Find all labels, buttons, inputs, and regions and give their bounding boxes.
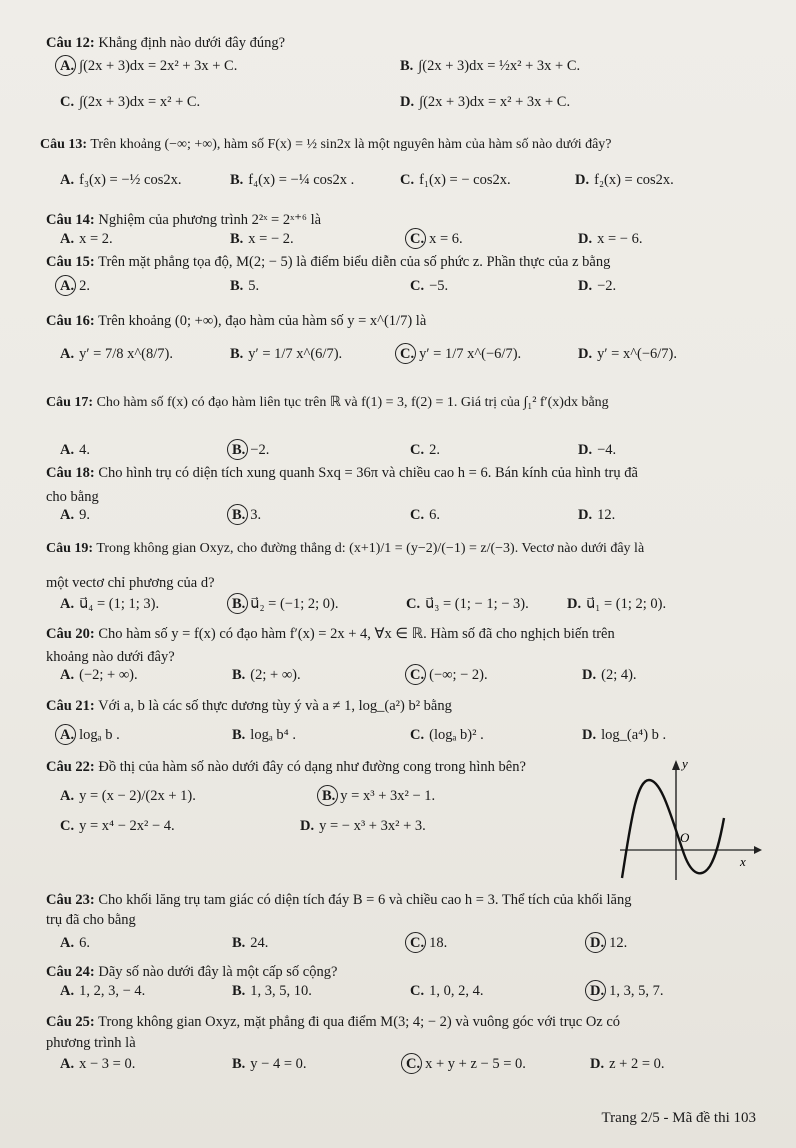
question-25-options: A. x − 3 = 0. B. y − 4 = 0. C. x + y + z − 5 = 0. D. z + 2 = 0. <box>60 1056 665 1072</box>
question-24: Câu 24: Dãy số nào dưới đây là một cấp số cộng? <box>46 964 338 980</box>
question-20-cont: khoảng nào dưới đây? <box>46 649 175 665</box>
question-12-options-row2: C. ∫(2x + 3)dx = x² + C. D. ∫(2x + 3)dx = x² + 3x + C. <box>60 94 571 110</box>
question-22-graph <box>616 758 766 886</box>
question-24-options: A. 1, 2, 3, − 4. B. 1, 3, 5, 10. C. 1, 0, 2, 4. D. 1, 3, 5, 7. <box>60 983 664 999</box>
question-12: Câu 12: Khẳng định nào dưới đây đúng? <box>46 35 286 51</box>
question-22-options-row1: A. y = (x − 2)/(2x + 1). B. y = x³ + 3x² − 1. <box>60 788 436 804</box>
question-19: Câu 19: Trong không gian Oxyz, cho đường thẳng d: (x+1)/1 = (y−2)/(−1) = z/(−3). Vectơ nào dưới đây là <box>46 541 645 556</box>
question-16-options: A. y′ = 7/8 x^(8/7). B. y′ = 1/7 x^(6/7). C. y′ = 1/7 x^(−6/7). D. y′ = x^(−6/7). <box>60 346 678 362</box>
question-15: Câu 15: Trên mặt phẳng tọa độ, M(2; − 5) là điểm biểu diễn của số phức z. Phần thực của z bằng <box>46 254 611 270</box>
question-17: Câu 17: Cho hàm số f(x) có đạo hàm liên tục trên ℝ và f(1) = 3, f(2) = 1. Giá trị của ∫₁² f′(x)dx bằng <box>46 395 609 410</box>
question-20: Câu 20: Cho hàm số y = f(x) có đạo hàm f′(x) = 2x + 4, ∀x ∈ ℝ. Hàm số đã cho nghịch biến trên <box>46 626 615 642</box>
question-18-cont: cho bằng <box>46 489 99 505</box>
question-20-options: A. (−2; + ∞). B. (2; + ∞). C. (−∞; − 2). D. (2; 4). <box>60 667 637 683</box>
question-18: Câu 18: Cho hình trụ có diện tích xung quanh Sxq = 36π và chiều cao h = 6. Bán kính của hình trụ đã <box>46 465 638 481</box>
function-curve <box>622 780 724 878</box>
question-12-options-row1: A. ∫(2x + 3)dx = 2x² + 3x + C. B. ∫(2x + 3)dx = ½x² + 3x + C. <box>60 58 581 74</box>
question-23-options: A. 6. B. 24. C. 18. D. 12. <box>60 935 628 951</box>
question-15-options: A. 2. B. 5. C. −5. D. −2. <box>60 278 617 294</box>
question-25-cont: phương trình là <box>46 1035 136 1051</box>
question-23-cont: trụ đã cho bằng <box>46 912 136 928</box>
question-17-options: A. 4. B. −2. C. 2. D. −4. <box>60 442 617 458</box>
question-25: Câu 25: Trong không gian Oxyz, mặt phẳng đi qua điểm M(3; 4; − 2) và vuông góc với trục Oz có <box>46 1014 621 1030</box>
option-key[interactable]: A. <box>60 58 75 74</box>
x-axis-label: x <box>740 854 746 869</box>
page-footer: Trang 2/5 - Mã đề thi 103 <box>601 1110 756 1126</box>
question-19-cont: một vectơ chỉ phương của d? <box>46 575 215 591</box>
y-axis-arrow-icon <box>672 760 680 770</box>
x-axis-arrow-icon <box>754 846 762 854</box>
origin-label: O <box>680 830 690 845</box>
question-23: Câu 23: Cho khối lăng trụ tam giác có diện tích đáy B = 6 và chiều cao h = 3. Thể tích của khối lăng <box>46 892 632 908</box>
question-19-options: A. u⃗₄ = (1; 1; 3). B. u⃗₂ = (−1; 2; 0). C. u⃗₃ = (1; − 1; − 3). D. u⃗₁ = (1; 2; 0). <box>60 596 667 612</box>
question-21-options: A. logₐ b . B. logₐ b⁴ . C. (logₐ b)² . D. log_(a⁴) b . <box>60 727 667 743</box>
question-22-options-row2: C. y = x⁴ − 2x² − 4. D. y = − x³ + 3x² + 3. <box>60 818 426 834</box>
question-14: Câu 14: Nghiệm của phương trình 2²ˣ = 2ˣ⁺⁶ là <box>46 212 322 228</box>
question-21: Câu 21: Với a, b là các số thực dương tùy ý và a ≠ 1, log_(a²) b² bằng <box>46 698 452 714</box>
y-axis-label: y <box>682 758 688 771</box>
question-14-options: A. x = 2. B. x = − 2. C. x = 6. D. x = − 6. <box>60 231 643 247</box>
question-13-options: A. f₃(x) = −½ cos2x. B. f₄(x) = −¼ cos2x . C. f₁(x) = − cos2x. D. f₂(x) = cos2x. <box>60 172 674 188</box>
question-16: Câu 16: Trên khoảng (0; +∞), đạo hàm của hàm số y = x^(1/7) là <box>46 313 427 329</box>
question-18-options: A. 9. B. 3. C. 6. D. 12. <box>60 507 616 523</box>
question-22: Câu 22: Đồ thị của hàm số nào dưới đây có dạng như đường cong trong hình bên? <box>46 759 526 775</box>
question-13: Câu 13: Trên khoảng (−∞; +∞), hàm số F(x) = ½ sin2x là một nguyên hàm của hàm số nào dưới đây? <box>40 137 612 152</box>
